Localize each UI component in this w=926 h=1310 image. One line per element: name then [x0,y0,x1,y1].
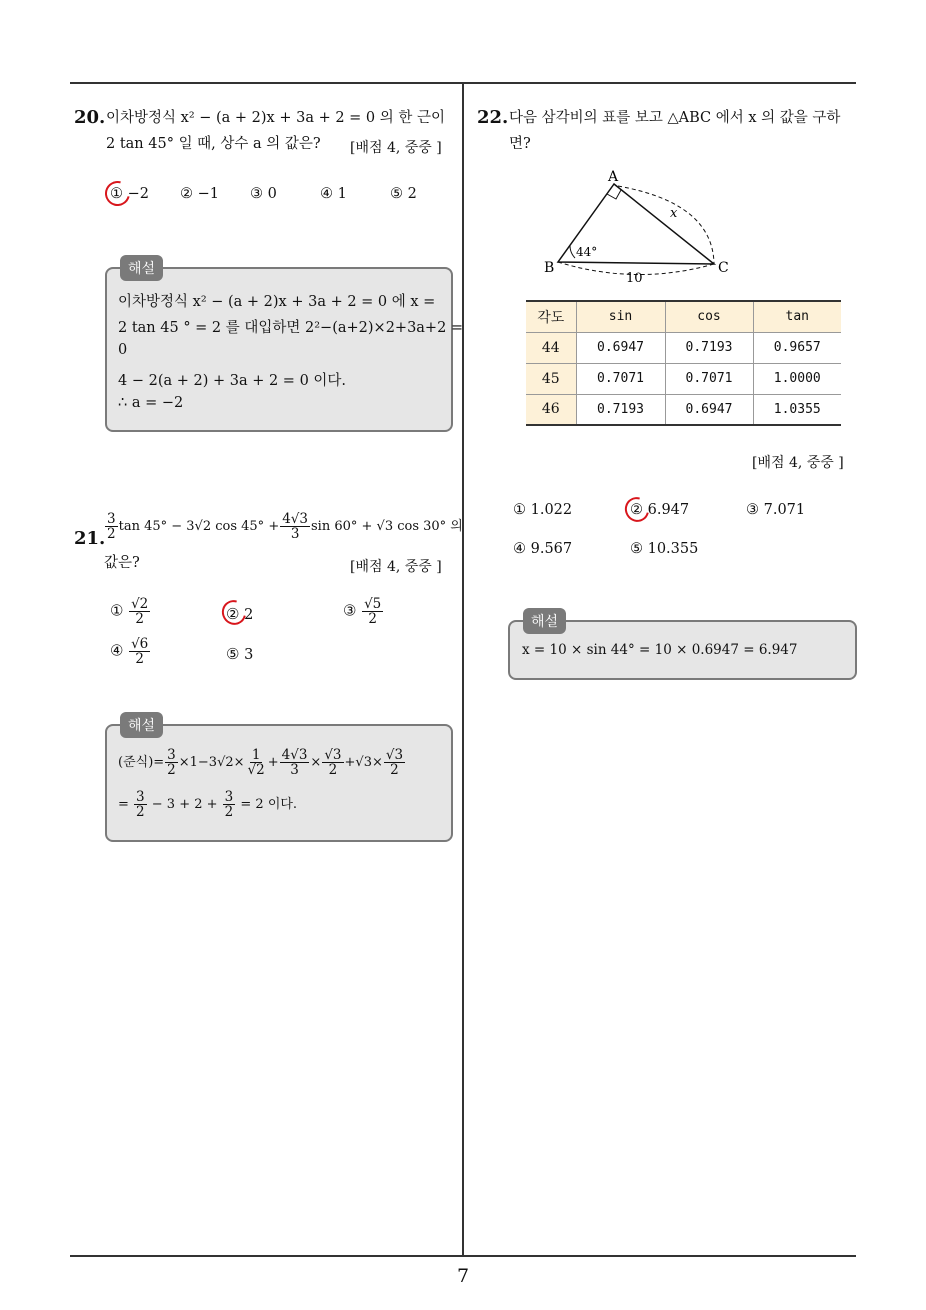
q21-solution-box [105,724,453,842]
question-21-number: 21. [74,528,106,549]
page-number: 7 [456,1265,470,1287]
q20-solution-line5: ∴ a = −2 [118,395,184,411]
q22-option-5[interactable]: ⑤ 10.355 [630,541,699,557]
q20-solution-line3: 0 [118,342,128,358]
trig-table-row: 46 0.7193 0.6947 1.0355 [526,394,841,425]
bottom-rule [70,1255,856,1257]
question-20-line2: 2 tan 45° 일 때, 상수 a 의 값은? [106,136,321,152]
question-22-line1: 다음 삼각비의 표를 보고 △ABC 에서 x 의 값을 구하 [509,110,841,126]
column-divider [462,84,464,1256]
trig-table-row: 44 0.6947 0.7193 0.9657 [526,332,841,363]
q21-expr-b: sin 60° + √3 cos 30° 의 [311,519,463,534]
label-angle: 44° [576,245,598,259]
q21-solution-tag: 해설 [120,712,163,738]
q20-option-1[interactable]: ① −2 [110,186,149,202]
question-22-number: 22. [477,107,509,128]
question-21-score: [배점 4, 중중 ] [350,559,442,575]
q21-solution-line1: (준식)= $\frac{3}{2}$ ×1−3√2× $\frac{1}{√2}$ + $\frac{4√3}{3}$ × $\frac{√3}{2}$ +√3× $\frac{√3}{2}$ [118,747,404,778]
q22-option-3[interactable]: ③ 7.071 [746,502,806,518]
question-21-line2: 값은? [104,555,140,571]
question-22-score: [배점 4, 중중 ] [752,455,844,471]
label-c: C [718,260,729,276]
label-side-10: 10 [626,271,643,286]
triangle-figure [538,168,748,293]
q20-option-5[interactable]: ⑤ 2 [390,186,417,202]
q21-option-4[interactable]: ④ $\frac{√6}{2}$ [110,636,149,667]
question-20-number: 20. [74,107,106,128]
trig-table-row: 45 0.7071 0.7071 1.0000 [526,363,841,394]
trig-table-header: 각도 sin cos tan [526,301,841,332]
question-20-line1: 이차방정식 x² − (a + 2)x + 3a + 2 = 0 의 한 근이 [106,110,446,126]
q21-expr-a: tan 45° − 3√2 cos 45° + [118,519,280,534]
q21-option-5[interactable]: ⑤ 3 [226,645,254,663]
q20-solution-line4: 4 − 2(a + 2) + 3a + 2 = 0 이다. [118,373,347,389]
q21-answer-mark [217,596,250,630]
q21-solution-line2: = $\frac{3}{2}$ − 3 + 2 + $\frac{3}{2}$ = 2 이다. [118,789,298,820]
q21-frac-3-2: $\frac{3}{2}$ [107,511,116,542]
question-22-line2: 면? [509,136,531,152]
label-side-x: x [670,206,678,221]
question-20-score: [배점 4, 중중 ] [350,140,442,156]
q21-option-2[interactable]: ② 2 [226,605,254,623]
q22-option-1[interactable]: ① 1.022 [513,502,573,518]
q20-answer-mark [100,176,134,210]
label-b: B [544,260,555,276]
q21-frac-4r3-3: $\frac{4√3}{3}$ [282,511,308,542]
q20-option-4[interactable]: ④ 1 [320,186,347,202]
label-a: A [608,169,619,185]
q20-solution-tag: 해설 [120,255,163,281]
trig-table [526,300,841,426]
q20-option-2[interactable]: ② −1 [180,186,219,202]
q22-answer-mark [620,493,653,527]
q22-option-4[interactable]: ④ 9.567 [513,541,573,557]
q22-option-2[interactable]: ② 6.947 [630,502,690,518]
q22-solution-tag: 해설 [523,608,566,634]
q20-solution-line1: 이차방정식 x² − (a + 2)x + 3a + 2 = 0 에 x = [118,294,436,310]
q20-solution-line2: 2 tan 45 ° = 2 를 대입하면 2²−(a+2)×2+3a+2 = [118,320,464,336]
q21-option-1[interactable]: ① $\frac{√2}{2}$ [110,596,149,627]
question-21-line1 [104,512,463,541]
q21-option-3[interactable]: ③ $\frac{√5}{2}$ [343,596,382,627]
q22-solution-line: x = 10 × sin 44° = 10 × 0.6947 = 6.947 [522,642,798,658]
q20-option-3[interactable]: ③ 0 [250,186,277,202]
